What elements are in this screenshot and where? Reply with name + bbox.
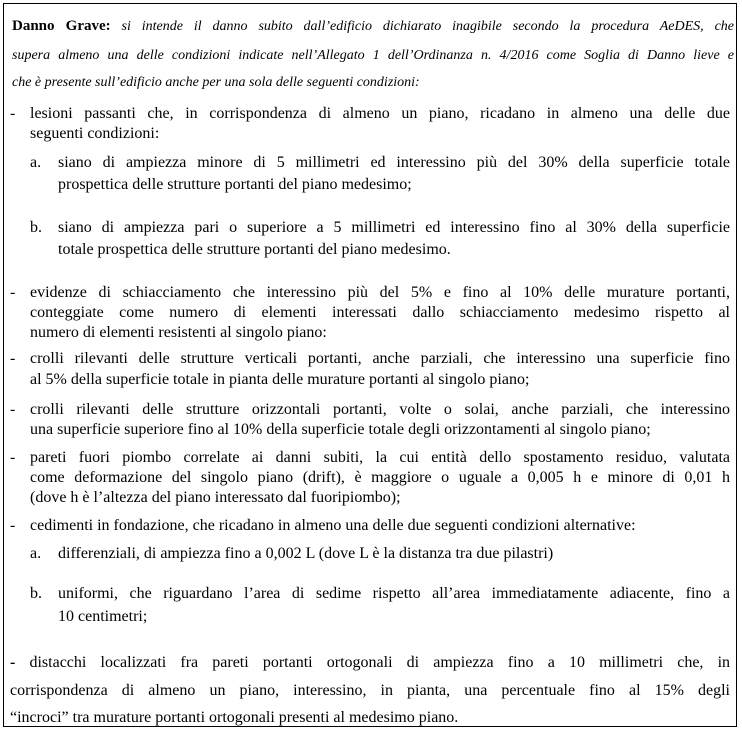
- bullet6-line-1: cedimenti in fondazione, che ricadano in almeno una delle due seguenti condizioni alternative:: [30, 517, 636, 534]
- sub6b-line-1: uniformi, che riguardano l’area di sedime rispetto all’area immediatamente adiacente, fino a: [58, 585, 730, 602]
- bullet-marker: -: [10, 654, 16, 671]
- sub-a-marker: a.: [30, 545, 42, 562]
- sub-b-line-1: siano di ampiezza pari o superiore a 5 millimetri ed interessino fino al 30% della superficie: [58, 219, 730, 236]
- final-line-1: - distacchi localizzati fra pareti portanti ortogonali di ampiezza fino a 10 millimetri che, in: [10, 654, 731, 671]
- bullet-marker: -: [10, 350, 16, 367]
- bullet2-line-1: evidenze di schiacciamento che interessino più del 5% e fino al 10% delle murature portanti,: [30, 284, 730, 301]
- sub-a-marker: a.: [30, 154, 42, 171]
- intro-line-3: che è presente sull’edificio anche per una sola delle seguenti condizioni:: [12, 75, 420, 90]
- sub-a-line-1: siano di ampiezza minore di 5 millimetri ed interessino più del 30% della superficie totale: [58, 154, 730, 171]
- sub-b-marker: b.: [30, 219, 42, 236]
- sub6b-line-2: 10 centimetri;: [58, 608, 148, 625]
- intro-line-2: supera almeno una delle condizioni indicate nell’Allegato 1 dell’Ordinanza n. 4/2016 come Soglia di Danno lieve e: [12, 48, 734, 63]
- bullet-marker: -: [10, 517, 16, 534]
- bullet3-line-2: al 5% della superficie totale in pianta delle murature portanti al singolo piano;: [30, 371, 530, 388]
- sub-b-marker: b.: [30, 585, 42, 602]
- bullet1-line-1: lesioni passanti che, in corrispondenza di almeno un piano, ricadano in almeno una delle due: [30, 105, 730, 122]
- sub6a-line-1: differenziali, di ampiezza fino a 0,002 L (dove L è la distanza tra due pilastri): [58, 545, 554, 562]
- bullet3-line-1: crolli rilevanti delle strutture verticali portanti, anche parziali, che interessino una superficie fino: [30, 350, 730, 367]
- bullet2-line-3: numero di elementi resistenti al singolo piano:: [30, 324, 327, 341]
- bullet5-line-1: pareti fuori piombo correlate ai danni subiti, la cui entità dello spostamento residuo, valutata: [30, 449, 730, 466]
- sub-b-line-2: totale prospettica delle strutture portanti del piano medesimo.: [58, 241, 451, 258]
- bullet4-line-1: crolli rilevanti delle strutture orizzontali portanti, volte o solai, anche parziali, che interessino: [30, 401, 730, 418]
- bullet5-line-2: come deformazione del singolo piano (drift), è maggiore o uguale a 0,005 h e minore di 0,01 h: [30, 469, 730, 486]
- bullet2-line-2: conteggiate come numero di elementi interessati dallo schiacciamento medesimo rispetto al: [30, 304, 730, 321]
- bullet-marker: -: [10, 105, 16, 122]
- bullet4-line-2: una superficie superiore fino al 10% della superficie totale degli orizzontamenti al singolo piano;: [30, 421, 651, 438]
- final-line-3: “incroci” tra murature portanti ortogonali presenti al medesimo piano.: [10, 709, 459, 726]
- bullet5-line-3: (dove h è l’altezza del piano interessato dal fuoripiombo);: [30, 489, 401, 506]
- bullet-marker: -: [10, 449, 16, 466]
- final-line-2: corrispondenza di almeno un piano, interessino, in pianta, una percentuale fino al 15% degli: [10, 682, 730, 699]
- sub-a-line-2: prospettica delle strutture portanti del piano medesimo;: [58, 176, 412, 193]
- section-title: Danno Grave:: [12, 18, 111, 34]
- bullet-marker: -: [10, 401, 16, 418]
- bullet-marker: -: [10, 284, 16, 301]
- intro-line-1: Danno Grave: si intende il danno subito dall’edificio dichiarato inagibile secondo la procedura AeDES, che: [12, 18, 735, 34]
- bullet1-line-2: seguenti condizioni:: [30, 125, 160, 142]
